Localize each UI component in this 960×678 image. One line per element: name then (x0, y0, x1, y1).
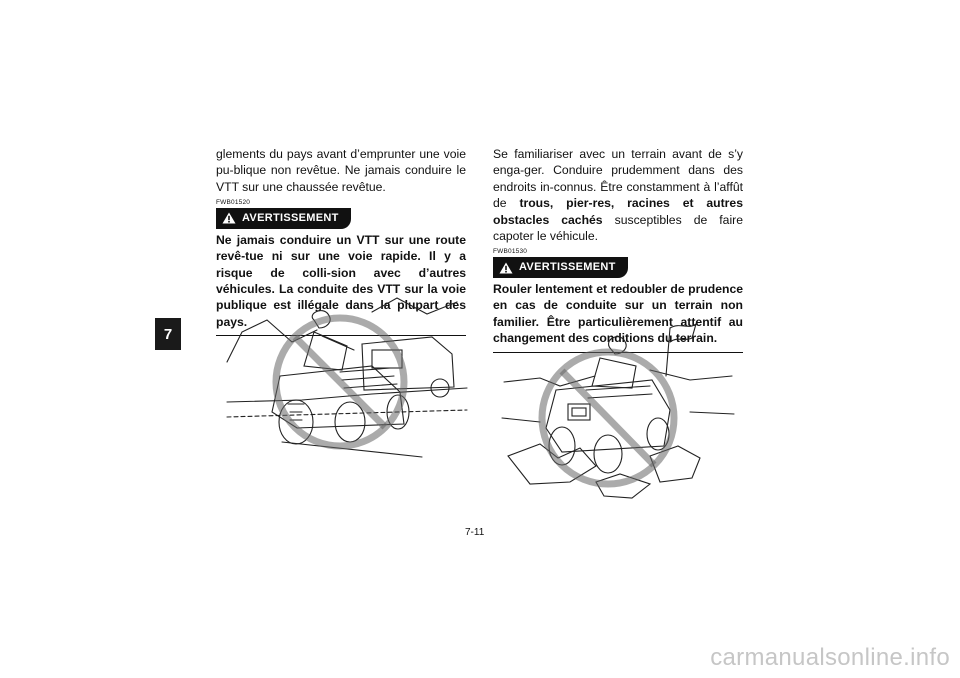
right-warning-code: FWB01530 (493, 248, 528, 256)
atv-on-rocky-terrain-illustration (500, 306, 736, 502)
left-warning-code: FWB01520 (216, 199, 251, 207)
left-warning-label-text: AVERTISSEMENT (242, 212, 339, 225)
right-intro-end: susceptibles de faire capoter le véhicule. (493, 212, 743, 244)
right-warning-label-text: AVERTISSEMENT (519, 261, 616, 274)
warning-triangle-icon (499, 262, 513, 274)
page-number: 7-11 (465, 527, 485, 538)
left-intro-text: glements du pays avant d’emprunter une voie pu-blique non revêtue. Ne jamais conduire le VTT sur une chaussée revêtue. (216, 147, 466, 194)
right-warning-text: Rouler lentement et redoubler de prudence en cas de conduite sur un terrain non familier. Être particulièrement attentif au changement des conditions du terrain. (493, 282, 743, 346)
right-intro-bold: trous, pier-res, racines et autres obstacles cachés (493, 196, 743, 227)
atv-on-road-illustration (222, 292, 472, 472)
left-warning-text: Ne jamais conduire un VTT sur une route revê-tue ni sur une voie rapide. Il y a risque de colli-sion avec d’autres véhicules. La conduite des VTT sur la voie publique est illégale dans la plupart des pays. (216, 232, 466, 329)
right-intro-start: Se familiariser avec un terrain avant de s’y enga-ger. Conduire prudemment dans des endroits in-connus. Être constamment à l’affût de (493, 147, 743, 211)
warning-triangle-icon (222, 212, 236, 224)
left-warning-label (216, 208, 351, 228)
right-intro-text (493, 146, 743, 244)
chapter-tab: 7 (155, 318, 181, 350)
watermark: carmanualsonline.info (710, 644, 950, 671)
right-warning-label (493, 257, 628, 277)
